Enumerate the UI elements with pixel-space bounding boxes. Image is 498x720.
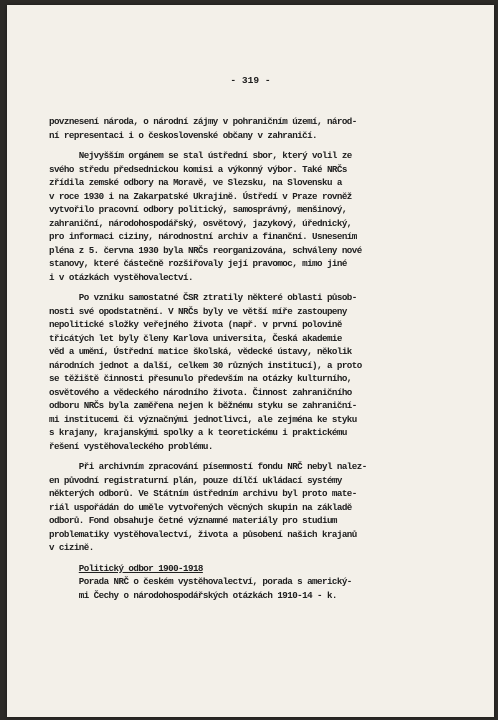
text-line: povznesení národa, o národní zájmy v pohraničním území, národ- — [49, 116, 357, 127]
text-line: problematiky vystěhovalectví, života a působení našich krajanů — [49, 528, 357, 540]
text-line: svého středu předsednickou komisi a výkonný výbor. Také NRČs — [49, 163, 347, 175]
text-line: se těžiště činnosti přesunulo především na otázky kulturního, — [49, 373, 352, 384]
text-line: zřídila zemské odbory na Moravě, ve Slezsku, na Slovensku a — [49, 177, 342, 188]
text-line: mi institucemi či význačnými jednotlivci, ale zejména ke styku — [49, 413, 357, 425]
text-line: Při archivním zpracování písemností fondu NRČ nebyl nalez- — [49, 461, 367, 472]
text-line: věd a umění, Ústřední matice školská, vědecké ústavy, několik — [49, 346, 352, 357]
text-line: stanovy, které částečně rozšiřovaly její pravomoc, mimo jiné — [49, 258, 347, 269]
text-line: riál uspořádán do uměle vytvořených věcných skupin na základě — [49, 501, 352, 513]
text-line: zahraniční, národohospodářský, osvětový, jazykový, úřednický, — [49, 217, 352, 229]
text-line: odboru NRČs byla zaměřena nejen k běžnému styku se zahraniční- — [49, 400, 357, 411]
text-line: třicátých let byly členy Karlova universita, Česká akademie — [49, 332, 342, 344]
section-heading-line — [49, 562, 459, 576]
text-line: odborů. Fond obsahuje četné významné materiály pro studium — [49, 515, 337, 526]
text-line: nosti své opodstatnění. V NRČs byly ve větší míře zastoupeny — [49, 305, 347, 317]
text-line: nepolitické složky veřejného života (např. v první polovině — [49, 319, 342, 330]
text-line: s krajany, krajanskými spolky a k teoretickému i praktickému — [49, 427, 347, 438]
text-line: v cizině. — [49, 542, 94, 553]
text-line: národních jednot a další, celkem 30 různých institucí), a proto — [49, 359, 362, 371]
paragraph-1 — [49, 115, 459, 142]
text-line: pléna z 5. června 1930 byla NRČs reorganizována, schváleny nové — [49, 244, 362, 256]
section-heading: Politický odbor 1900-1918 — [78, 562, 203, 574]
paragraph-2 — [49, 149, 459, 284]
text-line: Po vzniku samostatné ČSR ztratily některé oblasti působ- — [49, 292, 357, 303]
text-line: řešení vystěhovaleckého problému. — [49, 440, 213, 452]
paragraph-3 — [49, 291, 459, 453]
text-line: pro informaci ciziny, národnostní archiv a finanční. Usnesením — [49, 231, 357, 242]
text-line: v roce 1930 i na Zakarpatské Ukrajině. Ústředí v Praze rovněž — [49, 190, 352, 202]
heading-indent — [49, 563, 79, 574]
text-line: en původní registraturní plán, pouze dílčí ukládací systémy — [49, 474, 342, 486]
page-number: - 319 - — [230, 75, 271, 86]
text-line: některých odborů. Ve Státním ústředním archivu byl proto mate- — [49, 488, 357, 499]
text-line: Porada NRČ o českém vystěhovalectví, porada s americký- — [49, 576, 352, 587]
text-line: vytvořilo pracovní odbory politický, samosprávný, menšinový, — [49, 204, 347, 215]
document-page — [7, 5, 494, 717]
text-line: Nejvyšším orgánem se stal ústřední sbor, který volil ze — [49, 150, 352, 161]
text-line: osvětového a vědeckého národního života. Činnost zahraničního — [49, 386, 352, 398]
text-line: mi Čechy o národohospodářských otázkách 1910-14 - k. — [49, 589, 337, 601]
text-line: ní representaci i o československé občany v zahraničí. — [49, 129, 318, 141]
paragraph-4 — [49, 460, 459, 555]
document-body — [49, 115, 459, 602]
text-line: i v otázkách vystěhovalectví. — [49, 271, 193, 283]
section-political-department — [49, 562, 459, 603]
